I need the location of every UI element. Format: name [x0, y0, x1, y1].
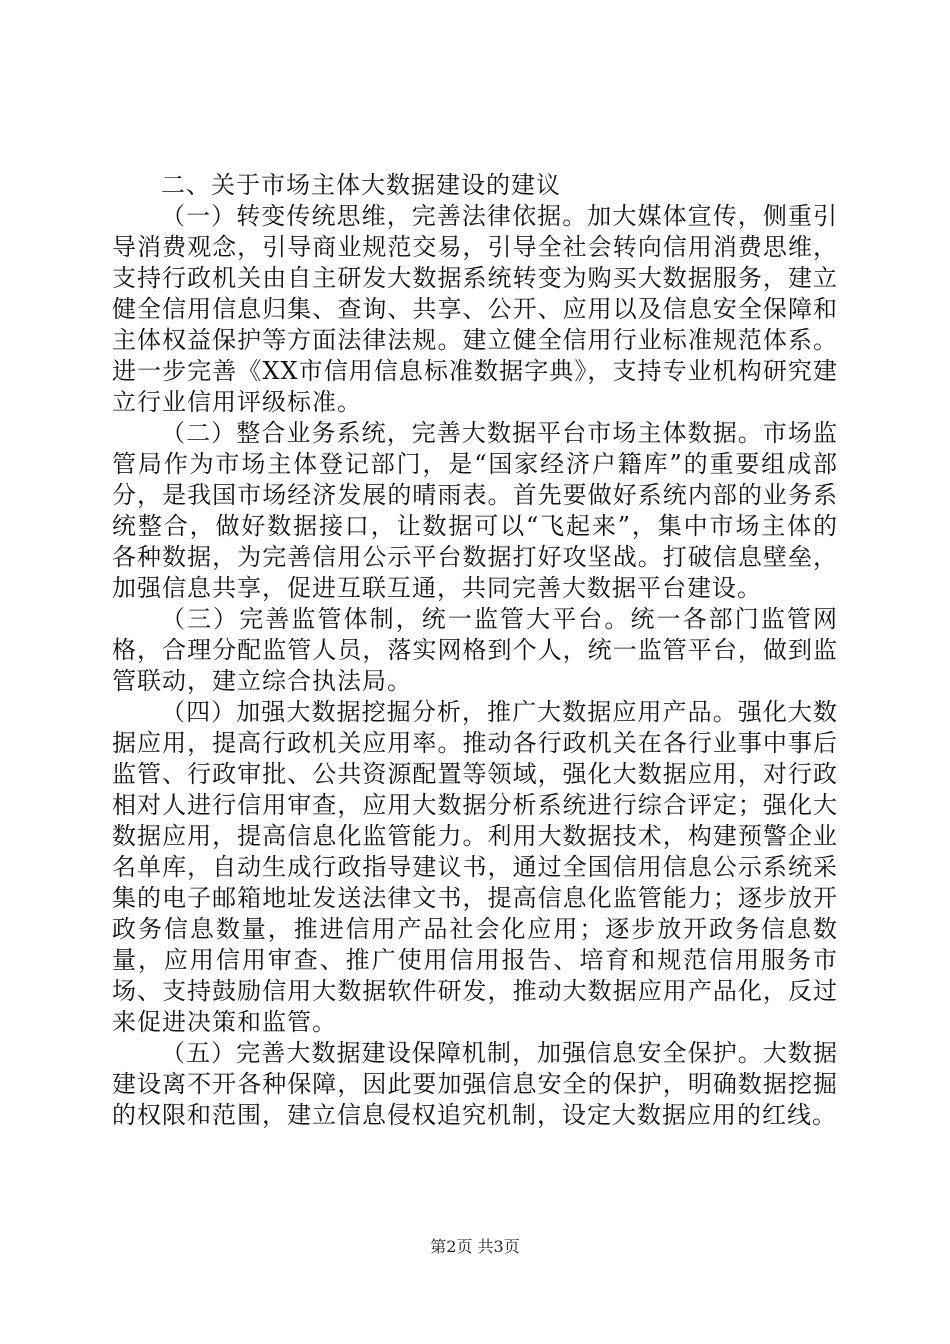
- paragraph-2: （二）整合业务系统，完善大数据平台市场主体数据。市场监管局作为市场主体登记部门，是“国家经济户籍库”的重要组成部分，是我国市场经济发展的晴雨表。首先要做好系统内部的业务系统整合，做好数据接口，让数据可以“飞起来”，集中市场主体的各种数据，为完善信用公示平台数据打好攻坚战。打破信息壁垒，加强信息共享，促进互联互通，共同完善大数据平台建设。: [112, 419, 838, 602]
- paragraph-4: （四）加强大数据挖掘分析，推广大数据应用产品。强化大数据应用，提高行政机关应用率。推动各行政机关在各行业事中事后监管、行政审批、公共资源配置等领域，强化大数据应用，对行政相对人进行信用审查，应用大数据分析系统进行综合评定；强化大数据应用，提高信息化监管能力。利用大数据技术，构建预警企业名单库，自动生成行政指导建议书，通过全国信用信息公示系统采集的电子邮箱地址发送法律文书，提高信息化监管能力；逐步放开政务信息数量，推进信用产品社会化应用；逐步放开政务信息数量，应用信用审查、推广使用信用报告、培育和规范信用服务市场、支持鼓励信用大数据软件研发，推动大数据应用产品化，反过来促进决策和监管。: [112, 698, 838, 1036]
- paragraph-5: （五）完善大数据建设保障机制，加强信息安全保护。大数据建设离不开各种保障，因此要加强信息安全的保护，明确数据挖掘的权限和范围，建立信息侵权追究机制，设定大数据应用的红线。: [112, 1039, 838, 1129]
- paragraph-1: （一）转变传统思维，完善法律依据。加大媒体宣传，侧重引导消费观念，引导商业规范交易，引导全社会转向信用消费思维，支持行政机关由自主研发大数据系统转变为购买大数据服务，建立健全信用信息归集、查询、共享、公开、应用以及信息安全保障和主体权益保护等方面法律法规。建立健全信用行业标准规范体系。进一步完善《XX市信用信息标准数据字典》，支持专业机构研究建立行业信用评级标准。: [112, 202, 838, 416]
- section-heading: 二、关于市场主体大数据建设的建议: [161, 171, 561, 199]
- page-footer: 第2页 共3页: [430, 1237, 520, 1256]
- paragraph-3: （三）完善监管体制，统一监管大平台。统一各部门监管网格，合理分配监管人员，落实网格到个人，统一监管平台，做到监管联动，建立综合执法局。: [112, 605, 838, 695]
- document-body: [112, 170, 838, 1131]
